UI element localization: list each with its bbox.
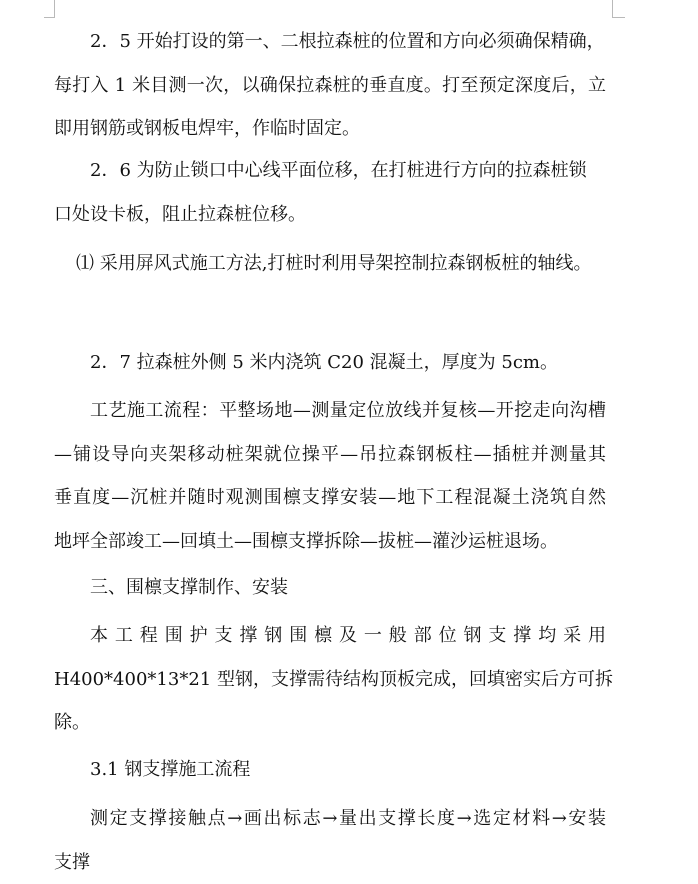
text-line: 3.1 钢支撑施工流程 (54, 748, 606, 792)
paragraph-process-flow (54, 389, 606, 563)
text-line: 口处设卡板，阻止拉森桩位移。 (54, 193, 606, 237)
paragraph-2-6 (54, 149, 606, 236)
text-line: 地坪全部竣工—回填土—围檩支撑拆除—拔桩—灌沙运桩退场。 (54, 520, 606, 564)
section-heading-3-1 (54, 748, 606, 792)
text-line: —铺设导向夹架移动桩架就位操平—吊拉森钢板柱—插桩并测量其 (54, 433, 606, 477)
text-line: ⑴ 采用屏风式施工方法,打桩时利用导架控制拉森钢板桩的轴线。 (76, 242, 616, 286)
paragraph-2-5 (54, 20, 606, 151)
text-line: 每打入 1 米目测一次，以确保拉森桩的垂直度。打至预定深度后，立 (54, 64, 606, 108)
text-line: 三、围檩支撑制作、安装 (54, 566, 606, 610)
text-line: 支撑 (54, 841, 606, 884)
text-line: 除。 (54, 701, 606, 745)
text-line: 垂直度—沉桩并随时观测围檩支撑安装—地下工程混凝土浇筑自然 (54, 476, 606, 520)
paragraph-2-7 (54, 341, 606, 385)
text-line: 2．7 拉森桩外侧 5 米内浇筑 C20 混凝土，厚度为 5cm。 (54, 341, 606, 385)
page-margin-corner-top-left (44, 0, 55, 18)
list-item-1 (76, 242, 616, 286)
paragraph-steel-support-flow (54, 797, 606, 884)
text-line: 测定支撑接触点→画出标志→量出支撑长度→选定材料→安装 (54, 797, 606, 841)
section-heading-3 (54, 566, 606, 610)
text-line: 即用钢筋或钢板电焊牢，作临时固定。 (54, 107, 606, 151)
text-line: 本工程围护支撑钢围檩及一般部位钢支撑均采用 (54, 614, 606, 658)
text-line: 2．6 为防止锁口中心线平面位移，在打桩进行方向的拉森桩锁 (54, 149, 606, 193)
text-line: 工艺施工流程：平整场地—测量定位放线并复核—开挖走向沟槽 (54, 389, 606, 433)
text-line: H400*400*13*21 型钢，支撑需待结构顶板完成，回填密实后方可拆 (54, 658, 606, 702)
page-margin-corner-top-right (612, 0, 625, 18)
text-line: 2．5 开始打设的第一、二根拉森桩的位置和方向必须确保精确， (54, 20, 606, 64)
paragraph-section-3-body (54, 614, 606, 745)
